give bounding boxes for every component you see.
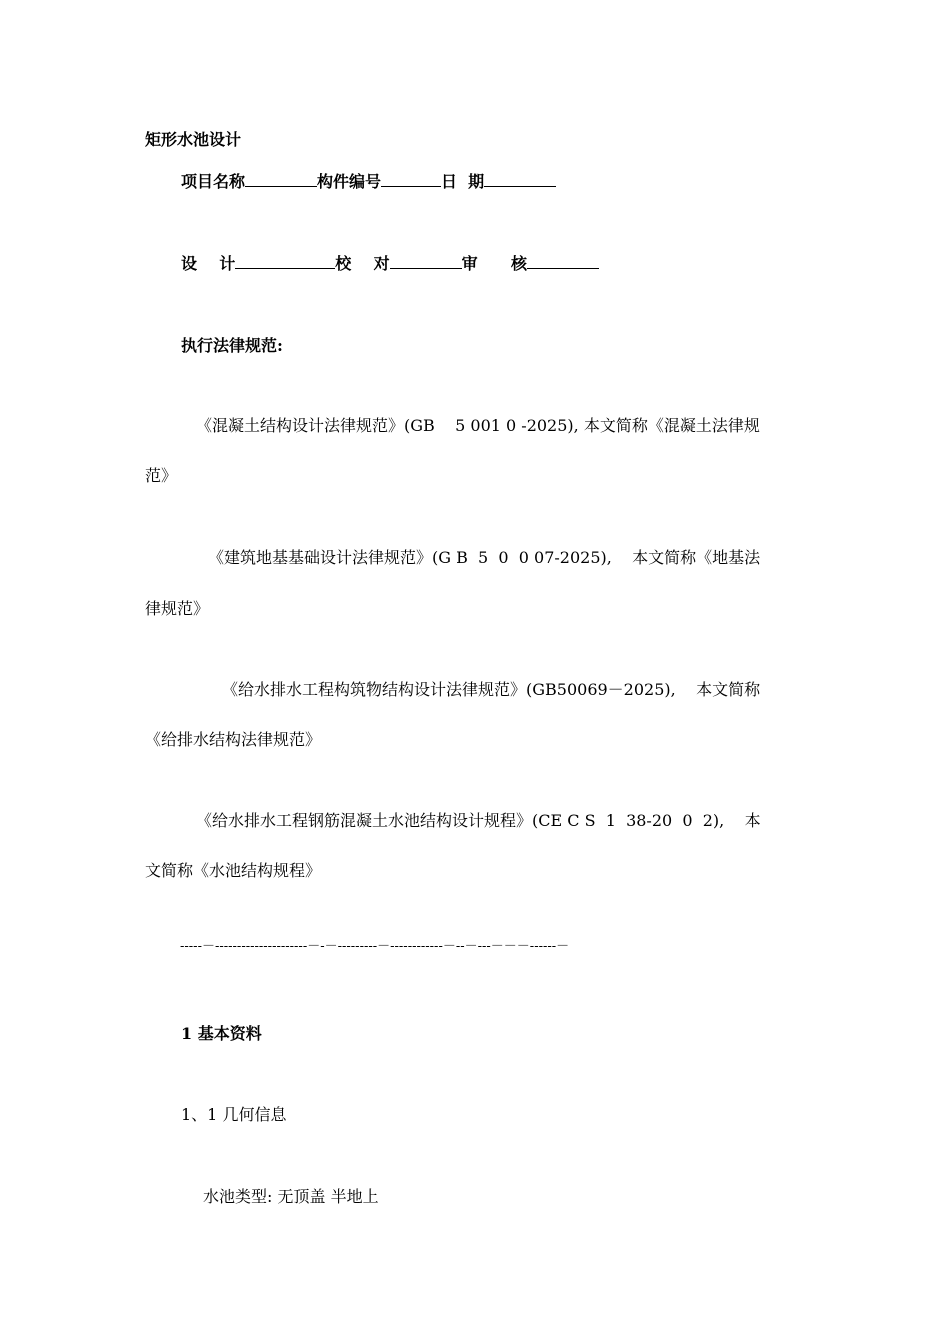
date-field [484, 172, 556, 187]
separator-line: -----－---------------------－-－---------－------------－--－---－－－------－ [180, 939, 570, 954]
pool-type-text: 水池类型: 无顶盖 半地上 [203, 1187, 379, 1206]
component-no-label: 构件编号 [317, 172, 382, 191]
subsection-geometry-heading: 1、1 几何信息 [181, 1105, 287, 1124]
standard-2-line1: 《建筑地基基础设计法律规范》(G B 5 0 0 07-2025), 本文简称《地基法 [208, 548, 761, 567]
standard-1-line1: 《混凝土结构设计法律规范》(GB 5 001 0 -2025), 本文简称《混凝土法律规 [196, 416, 760, 435]
review-label: 审 核 [461, 254, 528, 273]
standard-2-line2: 律规范》 [145, 599, 210, 618]
design-label: 设 计 [181, 254, 236, 273]
standard-4-line2: 文简称《水池结构规程》 [145, 861, 322, 880]
meta-row-signoff [181, 251, 599, 274]
standard-4-line1: 《给水排水工程钢筋混凝土水池结构设计规程》(CE C S 1 38-20 0 2), 本 [196, 811, 761, 830]
standards-heading: 执行法律规范: [181, 336, 283, 355]
meta-row-project [181, 169, 556, 192]
design-field [235, 254, 335, 269]
standard-3-line1: 《给水排水工程构筑物结构设计法律规范》(GB50069－2025), 本文简称 [222, 680, 761, 699]
review-field [527, 254, 599, 269]
check-label: 校 对 [335, 254, 390, 273]
component-no-field [381, 172, 441, 187]
standard-1-line2: 范》 [145, 466, 178, 485]
document-title: 矩形水池设计 [145, 130, 242, 149]
check-field [390, 254, 462, 269]
standard-3-line2: 《给排水结构法律规范》 [145, 730, 322, 749]
project-name-label: 项目名称 [181, 172, 246, 191]
project-name-field [245, 172, 317, 187]
section-1-heading: 1 基本资料 [181, 1024, 262, 1043]
date-label: 日 期 [441, 172, 485, 191]
